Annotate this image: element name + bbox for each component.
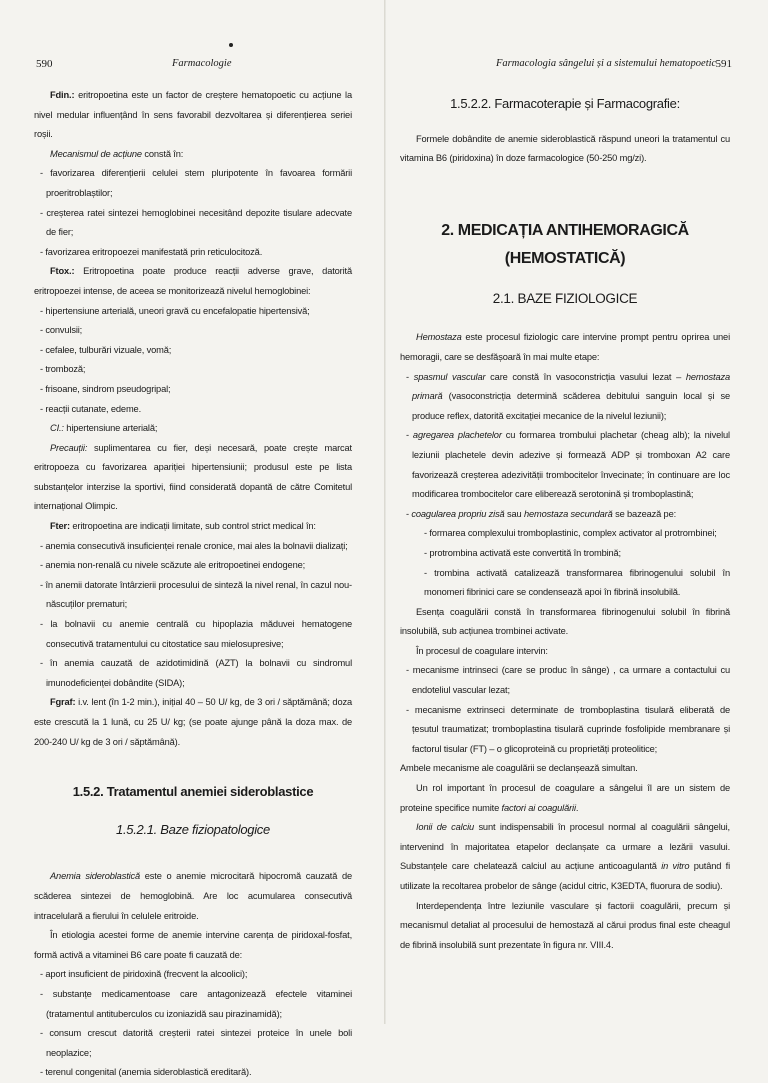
left-page-body: [34, 86, 352, 1083]
precautii-paragraph: [34, 439, 352, 517]
anemia-term: Anemia sideroblastică: [50, 871, 141, 882]
fter-text: eritropoetina are indicații limitate, sub control strict medical în:: [69, 521, 316, 532]
ci-text: hipertensiune arterială;: [63, 423, 158, 434]
text: sau: [504, 508, 524, 519]
list-item: - formarea complexului tromboplastinic, complex activator al protrombinei;: [424, 528, 717, 539]
list-item: - trombina activată catalizează transformarea fibrinogenului solubil în monomeri fibrinici care se condensează apoi în fibrină insolubilă.: [424, 567, 730, 598]
text: care constă în vasoconstricția vasului lezat –: [485, 371, 686, 382]
running-title: Farmacologia sângelui și a sistemului hematopoetic: [496, 58, 717, 69]
list-item: - coagularea propriu zisă sau hemostaza secundară se bazează pe:: [406, 508, 677, 519]
list-item: - reacții cutanate, edeme.: [40, 403, 142, 414]
text: Un rol important în procesul de coagulare a sângelui îl are un sistem de proteine specifice numite: [400, 783, 730, 813]
ionii-paragraph: [400, 818, 730, 896]
section-heading: 2.1. BAZE FIZIOLOGICE: [492, 290, 638, 306]
list-item: - anemia non-renală cu nivele scăzute ale eritropoetinei endogene;: [40, 560, 306, 571]
fdin-label: Fdin.:: [50, 90, 75, 100]
chapter-heading-line: (HEMOSTATICĂ): [504, 249, 626, 267]
fdin-paragraph: [34, 86, 352, 145]
term: in vitro: [661, 861, 690, 872]
ci-paragraph: [34, 419, 352, 439]
chapter-heading-line: 2. MEDICAȚIA ANTIHEMORAGICĂ: [441, 221, 689, 239]
term: hemostaza primară: [412, 371, 730, 402]
list-item: - consum crescut datorită creșterii ratei sintezei proteice în unele boli neoplazice;: [40, 1028, 352, 1058]
list-item: - mecanisme extrinseci determinate de tromboplastina tisulară eliberată de țesutul traumatizat; tromboplastina tisulară cuprinde fosfolipide membranare și factorul tisular (FT) – o glicoproteină cu proprietăți proteolitice;: [406, 704, 730, 754]
precautii-text: suplimentarea cu fier, deși necesară, poate crește marcat eritropoeza cu favorizarea apariției hipertensiunii; produsul este pe lista substanțelor interzise la sportivi, fiind considerată dopantă de către Comitetul internațional Olimpic.: [34, 442, 352, 512]
text: .: [575, 802, 579, 813]
precautii-label: Precauții:: [50, 442, 88, 453]
list-item: - în anemia cauzată de azidotimidină (AZT) la bolnavii cu sindromul imunodeficienței dobândite (SIDA);: [40, 658, 352, 688]
fter-paragraph: [34, 517, 352, 537]
list-item: - terenul congenital (anemia sideroblastică ereditară).: [40, 1067, 252, 1078]
term: factori ai coagulării: [501, 802, 576, 813]
text: putând fi utilizate la recoltarea probelor de sânge (acidul citric, K3EDTA, fluorura de sodiu).: [400, 861, 731, 891]
fdin-text: eritropoetina este un factor de creștere hematopoetic cu acțiune la nivel medular influențând în sens favorabil dezvoltarea și diferențierea seriei roșii.: [34, 90, 352, 140]
subsection-heading: 1.5.2.1. Baze fiziopatologice: [116, 821, 270, 837]
left-page-header: [34, 58, 352, 78]
list-item: - favorizarea eritropoezei manifestată prin reticulocitoză.: [40, 246, 263, 257]
book-spine-shadow: [384, 0, 386, 1024]
list-item: - tromboză;: [40, 364, 86, 375]
page-number: 590: [36, 58, 53, 70]
list-item: - creșterea ratei sintezei hemoglobinei necesitând depozite tisulare adecvate de fier;: [40, 207, 352, 238]
list-item: - spasmul vascular care constă în vasoconstricția vasului lezat – hemostaza primară (vasoconstricția determină scăderea debitului sanguin local și se produce reflex, datorită excitației mecanice de la nivelul leziunii);: [406, 371, 730, 421]
list-item: - convulsii;: [40, 325, 83, 336]
right-page: [400, 0, 730, 1024]
term: agregarea plachetelor: [412, 430, 502, 441]
ftox-paragraph: [34, 262, 352, 301]
hemostaza-term: Hemostaza: [416, 332, 462, 343]
ci-label: CI.:: [50, 423, 64, 434]
section-heading: 1.5.2. Tratamentul anemiei sideroblastice: [72, 784, 314, 800]
list-item: - agregarea plachetelor cu formarea trombului plachetar (cheag alb); la nivelul leziunii plachetele devin adezive și formează ADP și tromboxan A2 care favorizează creșterea adezivității trombocitelor învecinate; în continuare are loc modificarea trombocitelor care eliberează serotonină și tromboplastină;: [406, 430, 730, 500]
left-page: [34, 0, 352, 1078]
list-item: - frisoane, sindrom pseudogripal;: [40, 383, 171, 394]
intro-paragraph: Formele dobândite de anemie sideroblastică răspund uneori la tratamentul cu vitamina B6 (piridoxina) în doze farmacologice (50-250 mg/zi).: [400, 133, 730, 164]
interdep-paragraph: Interdependența între leziunile vasculare și factorii coagulării, precum și mecanismul detaliat al procesului de hemostază al cărui produs final este cheagul de fibrină insolubilă sunt prezentate în figura nr. VIII.4.: [400, 900, 730, 950]
right-page-body: [400, 94, 730, 955]
fgraf-text: i.v. lent (în 1-2 min.), inițial 40 – 50 U/ kg, de 3 ori / săptămână; doza este crescută la 1 lună, cu 25 U/ kg; (se poate ajunge până la doza max. de 200-240 U/ kg de 3 ori / săptămână).: [34, 697, 352, 747]
ftox-text: Eritropoetina poate produce reacții adverse grave, datorită eritropoezei intense, de aceea se monitorizează nivelul hemoglobinei:: [34, 266, 352, 296]
term: hemostaza secundară: [524, 508, 613, 519]
hemostaza-paragraph: [400, 328, 730, 367]
list-item: - aport insuficient de piridoxină (frecvent la alcoolici);: [40, 969, 248, 980]
fter-label: Fter:: [50, 521, 70, 532]
text: sunt indispensabili în procesul normal al coagulării sângelui, intervenind în majoritatea etapelor declanșate ca urmare a lezării vasului. Substanțele care chelatează calciul au acțiune anticoagulantă: [400, 822, 730, 872]
esenta-paragraph: Esența coagulării constă în transformarea fibrinogenului solubil în fibrină insolubilă, sub acțiunea trombinei activate.: [400, 606, 730, 637]
subsection-heading: 1.5.2.2. Farmacoterapie și Farmacografie:: [450, 96, 680, 111]
anemia-paragraph: [34, 867, 352, 926]
list-item: - la bolnavii cu anemie centrală cu hipoplazia măduvei hematogene consecutivă tratamentului cu citostatice sau mielosupresive;: [40, 619, 352, 649]
text: se bazează pe:: [612, 508, 677, 519]
text: (vasoconstricția determină scăderea debitului sanguin local și se produce reflex, datorită excitației mecanice de la nivelul leziunii);: [412, 391, 730, 421]
fgraf-label: Fgraf:: [50, 697, 76, 708]
list-item: - în anemii datorate întârzierii procesului de sinteză la nivel renal, în cazul nou-născuților prematuri;: [40, 579, 352, 610]
proces-paragraph: În procesul de coagulare intervin:: [416, 645, 548, 656]
etiologie-paragraph: În etiologia acestei forme de anemie intervine carența de piridoxal-fosfat, formă activă a vitaminei B6 care poate fi cauzată de:: [34, 930, 352, 960]
list-item: - mecanisme intrinseci (care se produc în sânge) , ca urmare a contactului cu endoteliul vascular lezat;: [406, 665, 730, 696]
anemia-text: este o anemie microcitară hipocromă cauzată de scăderea sintezei de hemoglobină. Are loc acumularea consecutivă intracelulară a fierului în celulele eritroide.: [34, 871, 352, 921]
list-item: - hipertensiune arterială, uneori gravă cu encefalopatie hipertensivă;: [40, 305, 310, 316]
term: coagularea propriu zisă: [411, 508, 505, 519]
text: cu formarea trombului plachetar (cheag alb); la nivelul leziunii plachetele devin adezive și formează ADP și tromboxan A2 care favorizează creșterea adezivității trombocitelor învecinate; în continuare are loc modificarea trombocitelor care eliberează serotonină și tromboplastină;: [412, 430, 730, 500]
running-title: Farmacologie: [172, 58, 232, 69]
chapter-heading: [400, 217, 730, 273]
mecanism-paragraph: [34, 145, 352, 165]
list-item: - cefalee, tulburări vizuale, vomă;: [40, 344, 172, 355]
mecanism-label: Mecanismul de acțiune: [50, 148, 142, 159]
term: spasmul vascular: [413, 371, 486, 382]
rol-paragraph: [400, 779, 730, 818]
page-number: 591: [715, 58, 732, 70]
mecanism-text: constă în:: [141, 148, 184, 159]
ftox-label: Ftox.:: [50, 266, 75, 277]
fgraf-paragraph: [34, 693, 352, 752]
ambele-paragraph: Ambele mecanisme ale coagulării se declanșează simultan.: [400, 763, 638, 774]
list-item: - protrombina activată este convertită în trombină;: [424, 547, 621, 558]
list-item: - substanțe medicamentoase care antagonizează efectele vitaminei (tratamentul antituberculos cu izoniazidă sau pirazinamidă);: [40, 988, 352, 1019]
term: Ionii de calciu: [416, 822, 475, 833]
list-item: - favorizarea diferențierii celulei stem pluripotente în favoarea formării proeritroblaștilor;: [40, 168, 352, 198]
list-item: - anemia consecutivă insuficienței renale cronice, mai ales la bolnavii dializați;: [40, 540, 348, 551]
right-page-header: [400, 58, 730, 78]
hemostaza-text: este procesul fiziologic care intervine prompt pentru oprirea unei hemoragii, care se desfășoară în mai multe etape:: [400, 332, 730, 362]
